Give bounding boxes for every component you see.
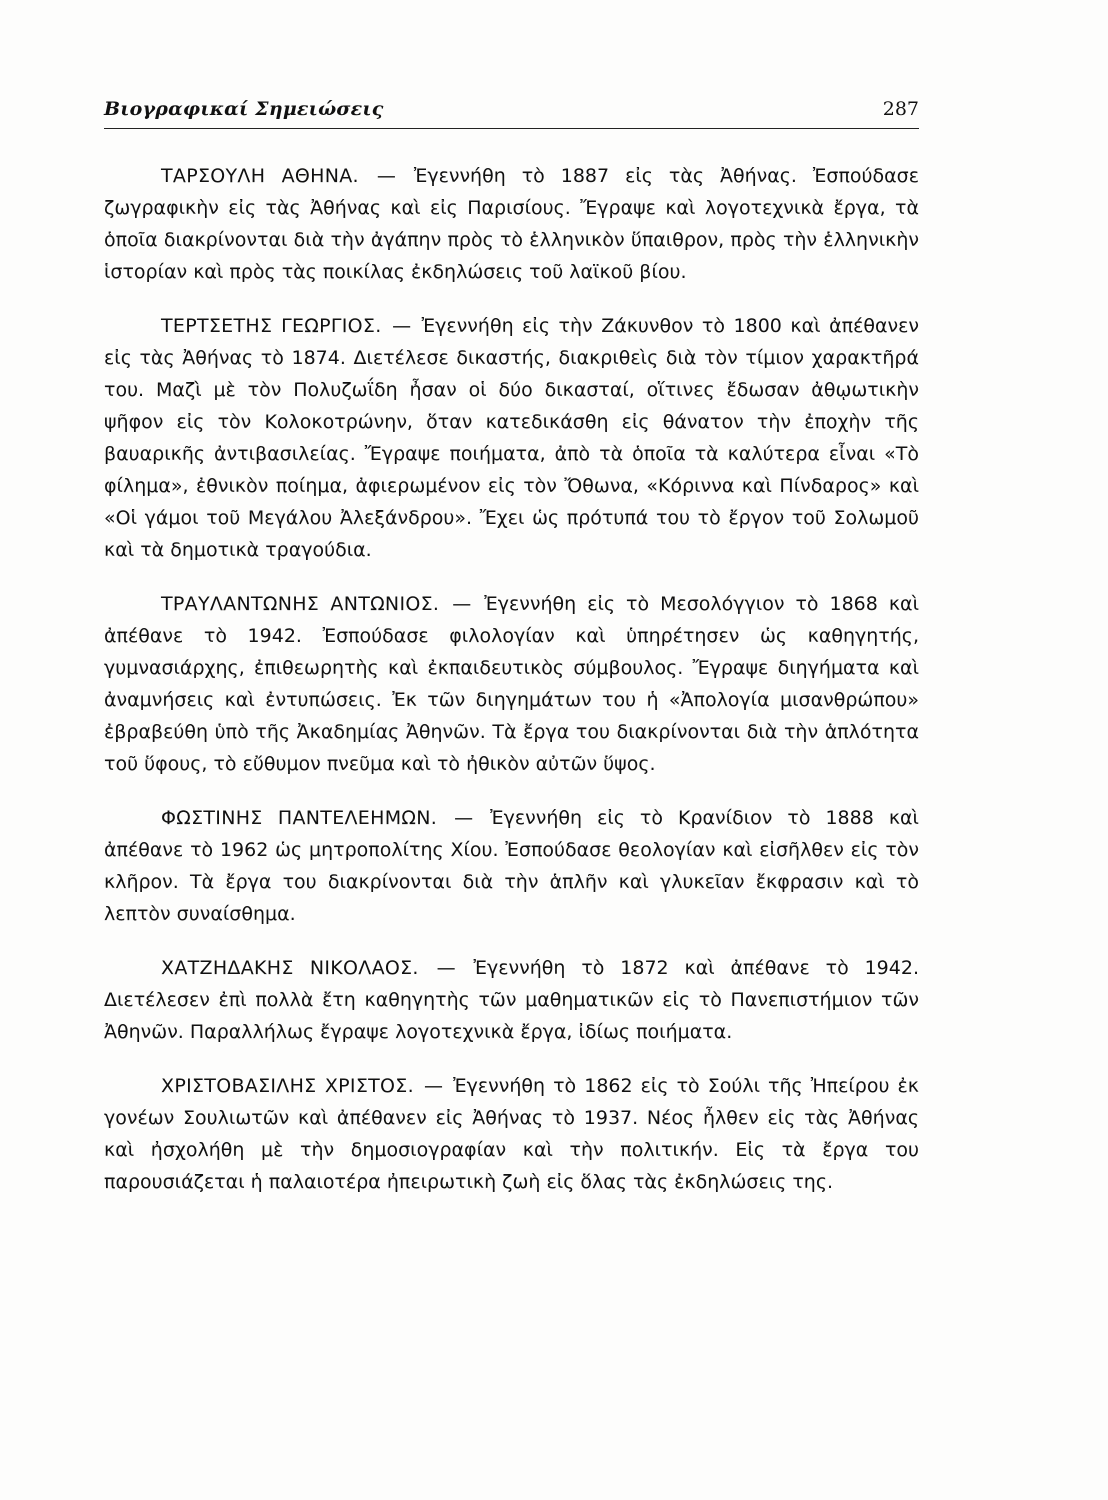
- biography-entry-tertsetis: [104, 310, 919, 566]
- entry-name: ΤΡΑΥΛΑΝΤΩΝΗΣ ΑΝΤΩΝΙΟΣ.: [161, 593, 440, 615]
- biography-entry-christovasilis: [104, 1070, 919, 1198]
- entry-dash: —: [392, 315, 412, 337]
- page-header: [104, 98, 919, 130]
- entry-name: ΤΑΡΣΟΥΛΗ ΑΘΗΝΑ.: [161, 165, 359, 187]
- biography-entry-fostinis: [104, 802, 919, 930]
- biography-list: [104, 160, 919, 1220]
- entry-dash: —: [454, 807, 474, 829]
- entry-name: ΧΡΙΣΤΟΒΑΣΙΛΗΣ ΧΡΙΣΤΟΣ.: [161, 1075, 414, 1097]
- entry-name: ΦΩΣΤΙΝΗΣ ΠΑΝΤΕΛΕΗΜΩΝ.: [161, 807, 438, 829]
- entry-text: Ἐγεννήθη εἰς τὴν Ζάκυνθον τὸ 1800 καὶ ἀπέθανεν εἰς τὰς Ἀθήνας τὸ 1874. Διετέλεσε δικαστής, διακριθεὶς διὰ τὸν τίμιον χαρακτῆρά του. Μαζὶ μὲ τὸν Πολυζωΐδη ἦσαν οἱ δύο δικασταί, οἵτινες ἔδωσαν ἀθῳωτικὴν ψῆφον εἰς τὸν Κολοκοτρώνην, ὅταν κατεδικάσθη εἰς θάνατον τὴν ἐποχὴν τῆς βαυαρικῆς ἀντιβασιλείας. Ἔγραψε ποιήματα, ἀπὸ τὰ ὁποῖα τὰ καλύτερα εἶναι «Τὸ φίλημα», ἐθνικὸν ποίημα, ἀφιερωμένον εἰς τὸν Ὄθωνα, «Κόριννα καὶ Πίνδαρος» καὶ «Οἱ γάμοι τοῦ Μεγάλου Ἀλεξάνδρου». Ἔχει ὡς πρότυπά του τὸ ἔργον τοῦ Σολωμοῦ καὶ τὰ δημοτικὰ τραγούδια.: [104, 315, 919, 561]
- entry-dash: —: [376, 165, 396, 187]
- biography-entry-tarsouli: [104, 160, 919, 288]
- entry-name: ΤΕΡΤΣΕΤΗΣ ΓΕΩΡΓΙΟΣ.: [161, 315, 382, 337]
- entry-text: Ἐγεννήθη εἰς τὸ Κρανίδιον τὸ 1888 καὶ ἀπέθανε τὸ 1962 ὡς μητροπολίτης Χίου. Ἐσπούδασε θεολογίαν καὶ εἰσῆλθεν εἰς τὸν κλῆρον. Τὰ ἔργα του διακρίνονται διὰ τὴν ἁπλῆν καὶ γλυκεῖαν ἔκφρασιν καὶ τὸ λεπτὸν συναίσθημα.: [104, 807, 919, 925]
- header-rule: [104, 128, 919, 129]
- page-number: 287: [882, 98, 919, 120]
- biography-entry-travlantonis: [104, 588, 919, 780]
- entry-text: Ἐγεννήθη τὸ 1887 εἰς τὰς Ἀθήνας. Ἐσπούδασε ζωγραφικὴν εἰς τὰς Ἀθήνας καὶ εἰς Παρισίους. Ἔγραψε καὶ λογοτεχνικὰ ἔργα, τὰ ὁποῖα διακρίνονται διὰ τὴν ἀγάπην πρὸς τὸ ἑλληνικὸν ὕπαιθρον, πρὸς τὴν ἑλληνικὴν ἱστορίαν καὶ πρὸς τὰς ποικίλας ἐκδηλώσεις τοῦ λαϊκοῦ βίου.: [104, 165, 919, 283]
- entry-text: Ἐγεννήθη τὸ 1872 καὶ ἀπέθανε τὸ 1942. Διετέλεσεν ἐπὶ πολλὰ ἔτη καθηγητὴς τῶν μαθηματικῶν εἰς τὸ Πανεπιστήμιον τῶν Ἀθηνῶν. Παραλλήλως ἔγραψε λογοτεχνικὰ ἔργα, ἰδίως ποιήματα.: [104, 957, 919, 1043]
- biography-entry-chatzidakis: [104, 952, 919, 1048]
- entry-dash: —: [452, 593, 472, 615]
- entry-name: ΧΑΤΖΗΔΑΚΗΣ ΝΙΚΟΛΑΟΣ.: [161, 957, 419, 979]
- entry-text: Ἐγεννήθη εἰς τὸ Μεσολόγγιον τὸ 1868 καὶ ἀπέθανε τὸ 1942. Ἐσπούδασε φιλολογίαν καὶ ὑπηρέτησεν ὡς καθηγητής, γυμνασιάρχης, ἐπιθεωρητὴς καὶ ἐκπαιδευτικὸς σύμβουλος. Ἔγραψε διηγήματα καὶ ἀναμνήσεις καὶ ἐντυπώσεις. Ἐκ τῶν διηγημάτων του ἡ «Ἀπολογία μισανθρώπου» ἐβραβεύθη ὑπὸ τῆς Ἀκαδημίας Ἀθηνῶν. Τὰ ἔργα του διακρίνονται διὰ τὴν ἁπλότητα τοῦ ὕφους, τὸ εὔθυμον πνεῦμα καὶ τὸ ἠθικὸν αὐτῶν ὕψος.: [104, 593, 919, 775]
- entry-dash: —: [424, 1075, 444, 1097]
- entry-text: Ἐγεννήθη τὸ 1862 εἰς τὸ Σούλι τῆς Ἠπείρου ἐκ γονέων Σουλιωτῶν καὶ ἀπέθανεν εἰς Ἀθήνας τὸ 1937. Νέος ἦλθεν εἰς τὰς Ἀθήνας καὶ ἠσχολήθη μὲ τὴν δημοσιογραφίαν καὶ τὴν πολιτικήν. Εἰς τὰ ἔργα του παρουσιάζεται ἡ παλαιοτέρα ἠπειρωτικὴ ζωὴ εἰς ὅλας τὰς ἐκδηλώσεις της.: [104, 1075, 920, 1193]
- entry-dash: —: [436, 957, 456, 979]
- running-head: Βιογραφικαί Σημειώσεις: [104, 98, 384, 120]
